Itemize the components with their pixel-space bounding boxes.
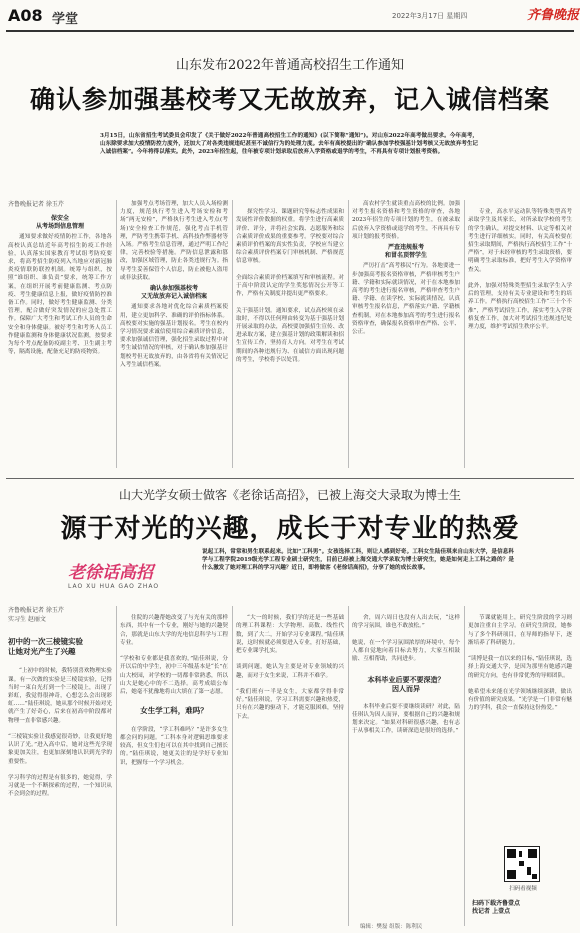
story-divider [6, 478, 574, 479]
story1-col5-text: 专业，高水平运动队等特殊类型高考录取学生及其家长，对所录取学校的考生的学生确认，对提交材料、认定等相关对考生进行详细核实。同时，有关高校要在招生录取期间，严格执行高校招生工作“十严格”，对于未经审核的考生录取资格，要明确考生录取标准，把好考生入学资格审查关。 此外，加强对特殊类型招生录取学生入学后的管理，支持有关专业建设和考生的培养工作。严格执行高校招生工作“三十个不准”，严格考试招生工作，落实考生入学资格复查工作，加大对考试招生违规违纪处理力度，维护考试招生秩序公平。 [468, 209, 572, 331]
story1-lead: 3月15日，山东省招生考试委员会印发了《关于做好2022年普通高校招生工作的通知》(以下简称“通知”)。对山东2022年高考做出要求。今年高考，山东除要求加大疫情防控力度外，还加大了对各类违规违纪甚至不诚信行为的处理力度。去年有高校提出的“确认参加学校强基计划考核又无故放弃考生记入诚信档案”。今年将得以落实。此外，2023年招生起，往年被专项计划录取后放弃入学资格或退学的考生，不再具有专项计划报考资格。 [100, 133, 479, 156]
story2-column-5 [468, 606, 572, 836]
column-divider [348, 200, 349, 468]
column-divider [116, 606, 117, 926]
story1-byline [8, 200, 108, 209]
story1-kicker: 山东发布2022年普通高校招生工作通知 [175, 58, 405, 73]
story2-col2b-text: 在学阶段，“学工科难吗？”是许多女生都会问的问题。“工科本身对逻辑思维要求较高，但女生们也可以在其中找到自己擅长的。”陆佳琪说，她更关注的是学好专业知识，把握每一个学习机会。 [120, 726, 228, 766]
column-badge-pinyin: LAO XU HUA GAO ZHAO [68, 583, 160, 590]
app-promo: 扫码下载齐鲁壹点 找记者 上壹点 [472, 900, 521, 915]
column-badge [68, 558, 159, 590]
column-divider [464, 200, 465, 468]
story2-col5-text: 节课就能用上，研究生阶段的学习则更加注重自主学习。在研究生阶段，她参与了多个科研项目，在导师的指导下，逐渐培养了科研能力。 “读博是我一直以来的目标，”陆佳琪说，选择上海交通大学，是因为那里有她感兴趣的研究方向，也有非常优秀的导师团队。 她希望未来能在光学领域继续深耕，做出有价值的研究成果。“光学是一门非常有魅力的学科，我会一直保持这份热爱。” [468, 615, 572, 712]
column-divider [348, 606, 349, 926]
editor-credit: 编辑：樊磊 组版：陈利民 [360, 924, 423, 930]
story2-col2-text: 住院的兴趣帮她改变了与光有关的那样东西，其中有一个专业，刚好与她的兴趣契合，那就是山东大学的光电信息科学与工程专业。 “学校和专业都是我喜欢的，”陆佳琪说，分开以后的中学生，初中三年级基本是“长”在山大校园，对学校的一切都非常熟悉，所以山大是她心中的不二选择。高考成绩公布后，她毫不犹豫地将山大填在了第一志愿。 [120, 615, 228, 696]
byline-line: 实习生 赵丽文 [8, 616, 46, 623]
story2-column-4 [352, 606, 460, 926]
story1-column-1 [8, 212, 112, 472]
column-divider [116, 200, 117, 468]
story1-subhead-2: 确认参加强基校考 又无故放弃记入诚信档案 [140, 285, 207, 301]
page-number: A08 [8, 6, 43, 25]
story1-col2b-text: 通知要求各地对优化综合素质档案使用，建立更加科学、准确的评价指标体系。高校要对实施的强基计划报名。考生在校内学习情况要求诚信使用综合素质评价信息，要求加强诚信管理，强化招生录取过程中对考生诚信情况的审核，对于确认参加强基计划校考但无故放弃的，由各省将有关情况记入考生诚信档案。 [120, 304, 228, 368]
story1-col4-text: 高农村学生就读重点高校的比例。加强对考生报名资格和考生资格的审查，各地2023年招生的专项计划的考生，在被录取后放弃入学资格或退学的考生，不再具有专项计划的报考资格。 [352, 201, 460, 240]
story1-column-2 [120, 200, 228, 470]
story1-col1-text: 通知要求做好疫情防控工作，各地各高校认真总结近年高考招生防疫工作经验，认真落实国家教育考试组考防疫要求，将高考招生防疫列入当地应对新冠肺炎疫情联防联控机制。统筹与组织，按照“谁组织、谁负责”要求，统筹工作方案，在组织开展考前健康监测、考点防疫、考生健康信息上报，做好疫情防控准备工作。同时，做好考生健康监测、分类管理，配合做好突发情况的应急处置工作。保障广大考生和考试工作人员的生命安全和身体健康。被好考生和考务人员工作健康监测和身体健康状况监测，按要求为每个考点配备防疫副主考、卫生副主考等，隔离设施，配备充足的防疫物资。 [8, 234, 112, 356]
story2-column-1 [8, 626, 112, 926]
story2-subhead-3: 本科毕业后要不要深造？ 因人而异 [367, 674, 445, 693]
story2-column-3 [236, 606, 344, 926]
story1-column-5 [468, 200, 572, 470]
story2-column-2 [120, 606, 228, 926]
story1-col2-text: 加强考点考场管理，加大人员入场检测力度，规范执行考生进入考场安检和考场“两无安检”，严格执行考生进入考点(考场)安全检查工作规范，强化考点手机管理，严防考生携带手机、高科技作弊器材等入场。严格考生信息管理，通过严明工作纪律，完善校验等措施。严防信息泄露和篡改，加强区域管理，防止各类违规行为。指导考生妥善保管个人信息，防止被他人盗用或非法获取。 [120, 201, 228, 281]
story2-col4b-text: 本科毕业后要不要继续读研？对此，陆佳琪认为因人而异，要根据自己的兴趣和规划来决定。“如果对科研很感兴趣，也有志于从事相关工作，读研深造是很好的选择。” [352, 703, 460, 735]
column-badge-title: 老徐话高招 [68, 563, 153, 583]
column-divider [464, 606, 465, 926]
story1-col4b-text: 严厉打击“高考移民”行为。各地要进一步加强高考报名资格审核，严格审核考生户籍、学籍和实际就读情况，对于在本地参加高考的考生进行报名审核，严格审查考生户籍、学籍、在读学校、实际就读情况。认真审核考生报名信息，严格落实户籍、学籍核查机制，对在本地参加高考的考生进行报名资格审查，确保报名资格审查严格、公平、公正。 [352, 263, 460, 336]
column-divider [232, 200, 233, 468]
story1-column-4 [352, 200, 460, 470]
story2-subhead-1: 初中的一次三棱镜实验 让她对光产生了兴趣 [8, 637, 83, 657]
story2-col4-text: 舍，周六周日也没有人出去玩，“这样的学习氛围，谁也不敢放松。” 她说，在一个学习氛围浓厚的环境中，每个人都自觉地向着目标去努力，大家互相鼓励、互相帮助，共同进步。 [352, 615, 460, 663]
story2-byline [8, 606, 112, 624]
story1-headline: 确认参加强基校考又无故放弃，记入诚信档案 [29, 85, 550, 114]
page-header [0, 0, 580, 30]
story2-kicker: 山大光学女硕士做客《老徐话高招》，已被上海交大录取为博士生 [118, 488, 461, 502]
header-rule [6, 30, 574, 32]
section-name: 学堂 [52, 12, 79, 27]
issue-date: 2022年3月17日 星期四 [392, 12, 468, 20]
byline-line: 齐鲁晚报记者 徐玉芹 [8, 607, 64, 614]
story1-column-3 [236, 200, 344, 470]
qr-caption: 扫码看视频 [509, 886, 537, 892]
qr-code[interactable] [504, 846, 540, 882]
column-divider [232, 606, 233, 926]
story1-col3-text: 探究性学习、课题研究等标志性成果和发展性评价数据的权重。将学生进行高素质评价、评分，并将社会实践、志愿服务和综合素质评价成果的重要参考。学校要对综合素质评价档案的真实性负责，学校应当建立综合素质评价档案专门审核机制、严格规范信息审核。 全面综合素质评价档案填写和审核流程。对于高中阶段认定的学生奖惩情况公开等工作，严格有关制度并提出更严格要求。 关于强基计划。通知要求，试点高校须在录取时，不得以任何理由转变为基于强基计划开展录取的办法，高校要加强招生宣传、改进录取方案，建立强基计划的政策解读和招生宣传工作，坚持育人方向。对考生在考试期间的各种违规行为、在诚信方面出现问题的考生，学校将予以处罚。 [236, 209, 344, 363]
story2-headline: 源于对光的兴趣，成长于对专业的热爱 [60, 514, 520, 544]
byline-line: 齐鲁晚报记者 徐玉芹 [8, 201, 64, 208]
story2-col3-text: “大一的时候，我们学的还是一些基础的理工科课程：大学物理、高数、线性代数，到了大二，开始学习专业课程。”陆佳琪说，这时候就必须要进入专业，打好基础，把专业课学扎实。 谈到问题，她认为主要是对专业领域的兴趣，而对于女生来说，工科并不难学。 “我们班有一半是女生，大家都学得非常好。”陆佳琪说，学习工科需要兴趣和热爱，只有在兴趣的驱动下，才能克服困难，坚持下去。 [236, 615, 344, 720]
story1-subhead-3: 严查违规报考 和冒名顶替学生 [384, 244, 427, 260]
story2-lead: 说起工科，常常和男生联系起来。比如“工科男”。女孩选择工科，则让人感到好奇。工科女生陆佳琪来自山东大学，是信息科学与工程学院2019级光学工程专业硕士研究生，目前已经被上海交通大学录取为博士研究生，她是如何走上工科之路的？是什么激发了她对理工科的学习兴趣？近日，即将做客《老徐话高招》，分享了她的成长故事。 [202, 549, 514, 572]
story2-subhead-2: 女生学工科，难吗？ [140, 706, 208, 716]
story2-col1-text: “上初中的时候，我特别喜欢物理实验课。有一次做的实验是三棱镜实验，记得当时一束白光打到一个三棱镜上，出现了彩虹，我觉得很神奇，心想怎么会出现彩虹……”陆佳琪说，她从那个时候开始对光就产生了好奇心，后来在初高中阶段都对物理一直非常感兴趣。 “三棱镜实验让我感觉很奇妙，让我更好地认识了光。”进入高中后，她对这些光学现象更加关注，也更加深刻地认识到光学的重要性。 学习科学的过程是有很多的，她觉得，学习就是一个不断探索的过程，一个知识从不会到会的过程。 [8, 668, 112, 798]
masthead-logo: 齐鲁晚报 [527, 8, 580, 23]
story1-subhead-1: 保安全 从考场到信息管理 [35, 215, 84, 231]
